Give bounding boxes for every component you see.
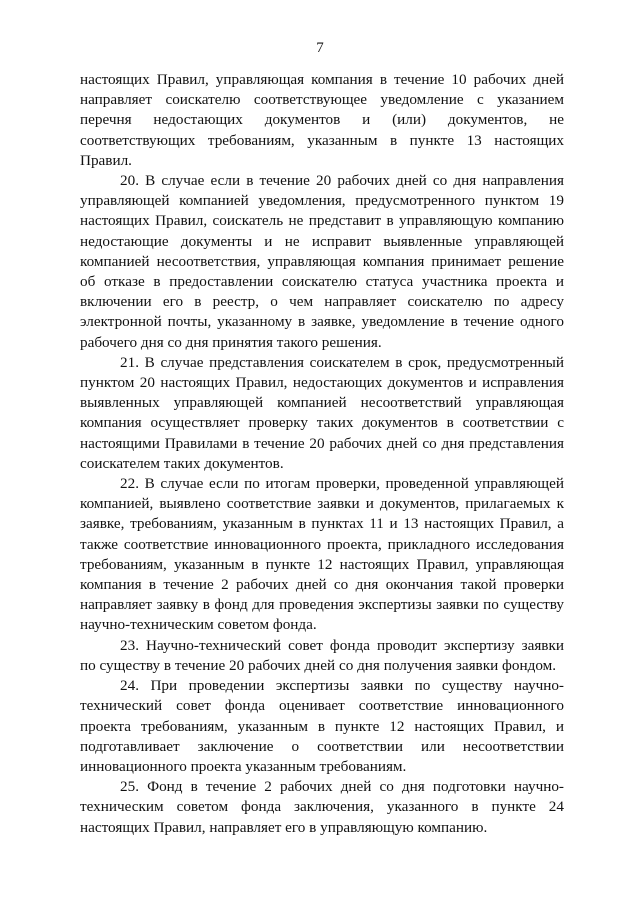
paragraph-21: 21. В случае представления соискателем в срок, предусмотренный пунктом 20 настоящих Правил, недостающих документов и исправления выявленных управляющей компанией несоответствий управляющая компания осуществляет проверку таких документов в соответствии с настоящими Правилами в течение 20 рабочих дней со дня представления соискателем таких документов. xyxy=(80,353,564,472)
paragraph-continuation: настоящих Правил, управляющая компания в течение 10 рабочих дней направляет соискателю соответствующее уведомление с указанием перечня недостающих документов и (или) документов, не соответствующих требованиям, указанным в пункте 13 настоящих Правил. xyxy=(80,71,564,169)
paragraph-20: 20. В случае если в течение 20 рабочих дней со дня направления управляющей компанией уведомления, предусмотренного пунктом 19 настоящих Правил, соискатель не представит в управляющую компанию недостающие документы и не исправит выявленные управляющей компанией несоответствия, управляющая компания принимает решение об отказе в предоставлении соискателю статуса участника проекта и включении его в реестр, о чем направляет соискателю по адресу электронной почты, указанному в заявке, уведомление в течение одного рабочего дня со дня принятия такого решения. xyxy=(80,172,564,351)
paragraph-23: 23. Научно-технический совет фонда проводит экспертизу заявки по существу в течение 20 рабочих дней со дня получения заявки фондом. xyxy=(80,636,564,674)
paragraph-25: 25. Фонд в течение 2 рабочих дней со дня подготовки научно-техническим советом фонда заключения, указанного в пункте 24 настоящих Правил, направляет его в управляющую компанию. xyxy=(80,778,564,836)
page-number: 7 xyxy=(316,40,324,56)
paragraph-24: 24. При проведении экспертизы заявки по существу научно-технический совет фонда оценивает соответствие инновационного проекта требованиям, указанным в пункте 12 настоящих Правил, и подготавливает заключение о соответствии или несоответствии инновационного проекта указанным требованиям. xyxy=(80,677,564,775)
document-body xyxy=(80,70,564,838)
paragraph-22: 22. В случае если по итогам проверки, проведенной управляющей компанией, выявлено соответствие заявки и документов, прилагаемых к заявке, требованиям, указанным в пунктах 11 и 13 настоящих Правил, а также соответствие инновационного проекта, прикладного исследования требованиям, указанным в пункте 12 настоящих Правил, управляющая компания в течение 2 рабочих дней со дня окончания такой проверки направляет заявку в фонд для проведения экспертизы заявки по существу научно-техническим советом фонда. xyxy=(80,475,564,634)
